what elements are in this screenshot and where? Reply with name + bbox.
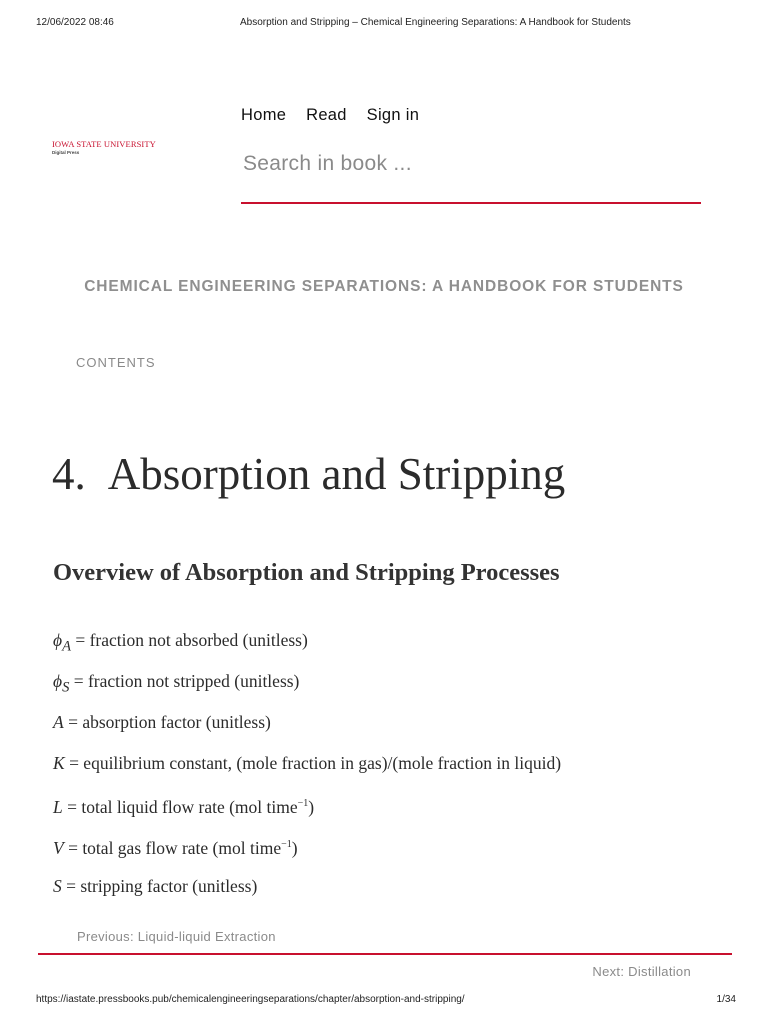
search-box	[241, 148, 701, 204]
nav-read-link[interactable]: Read	[306, 106, 347, 124]
next-chapter-link[interactable]: Next: Distillation	[592, 964, 691, 979]
print-url: https://iastate.pressbooks.pub/chemicalengineeringseparations/chapter/absorption-and-stripping/	[36, 994, 465, 1005]
chapter-number: 4.	[52, 449, 86, 499]
contents-toggle[interactable]: CONTENTS	[76, 355, 156, 370]
definition-item	[53, 874, 561, 915]
chapter-title	[52, 448, 565, 500]
definition-symbol: ϕ	[53, 630, 63, 650]
definition-item	[53, 792, 561, 833]
nav-home-link[interactable]: Home	[241, 106, 287, 124]
definition-text: = fraction not stripped (unitless)	[69, 671, 300, 691]
definition-text: = total liquid flow rate (mol time	[62, 796, 298, 817]
chapter-title-text: Absorption and Stripping	[107, 449, 566, 499]
definition-text-end: )	[308, 796, 315, 817]
definition-symbol: L	[53, 796, 63, 817]
definition-text-end: )	[291, 837, 298, 858]
definition-text: = equilibrium constant, (mole fraction in gas)/(mole fraction in liquid)	[64, 753, 562, 773]
definition-text: = total gas flow rate (mol time	[63, 837, 282, 858]
definitions-list	[53, 628, 561, 915]
previous-chapter-link[interactable]: Previous: Liquid-liquid Extraction	[77, 929, 276, 944]
section-title: Overview of Absorption and Stripping Processes	[53, 559, 560, 586]
search-input[interactable]	[241, 148, 700, 180]
definition-text: = stripping factor (unitless)	[61, 876, 258, 896]
definition-symbol: A	[53, 712, 64, 732]
definition-symbol: S	[53, 876, 62, 896]
definition-item	[53, 710, 561, 751]
book-title-link[interactable]: CHEMICAL ENGINEERING SEPARATIONS: A HANDBOOK FOR STUDENTS	[84, 278, 684, 295]
pagination-divider	[38, 953, 732, 955]
definition-superscript: −1	[297, 798, 309, 809]
definition-symbol: K	[53, 753, 65, 773]
iowa-state-logo[interactable]	[52, 139, 156, 156]
definition-symbol: V	[53, 837, 64, 858]
definition-item	[53, 833, 561, 874]
definition-subscript: A	[62, 638, 71, 655]
logo-press-name: Digital Press	[52, 150, 80, 155]
definition-subscript: S	[62, 679, 70, 696]
definition-item	[53, 628, 561, 669]
definition-text: = fraction not absorbed (unitless)	[70, 630, 308, 650]
definition-symbol: ϕ	[53, 671, 63, 691]
print-page-title: Absorption and Stripping – Chemical Engineering Separations: A Handbook for Students	[240, 17, 631, 28]
definition-item	[53, 751, 561, 792]
logo-university-name: IOWA STATE UNIVERSITY	[52, 139, 156, 149]
definition-text: = absorption factor (unitless)	[63, 712, 271, 732]
print-datetime: 12/06/2022 08:46	[36, 17, 114, 28]
nav-sign-in-link[interactable]: Sign in	[366, 106, 420, 124]
print-page-number: 1/34	[716, 994, 736, 1005]
definition-superscript: −1	[281, 839, 292, 850]
definition-item	[53, 669, 561, 710]
main-nav	[241, 106, 434, 125]
